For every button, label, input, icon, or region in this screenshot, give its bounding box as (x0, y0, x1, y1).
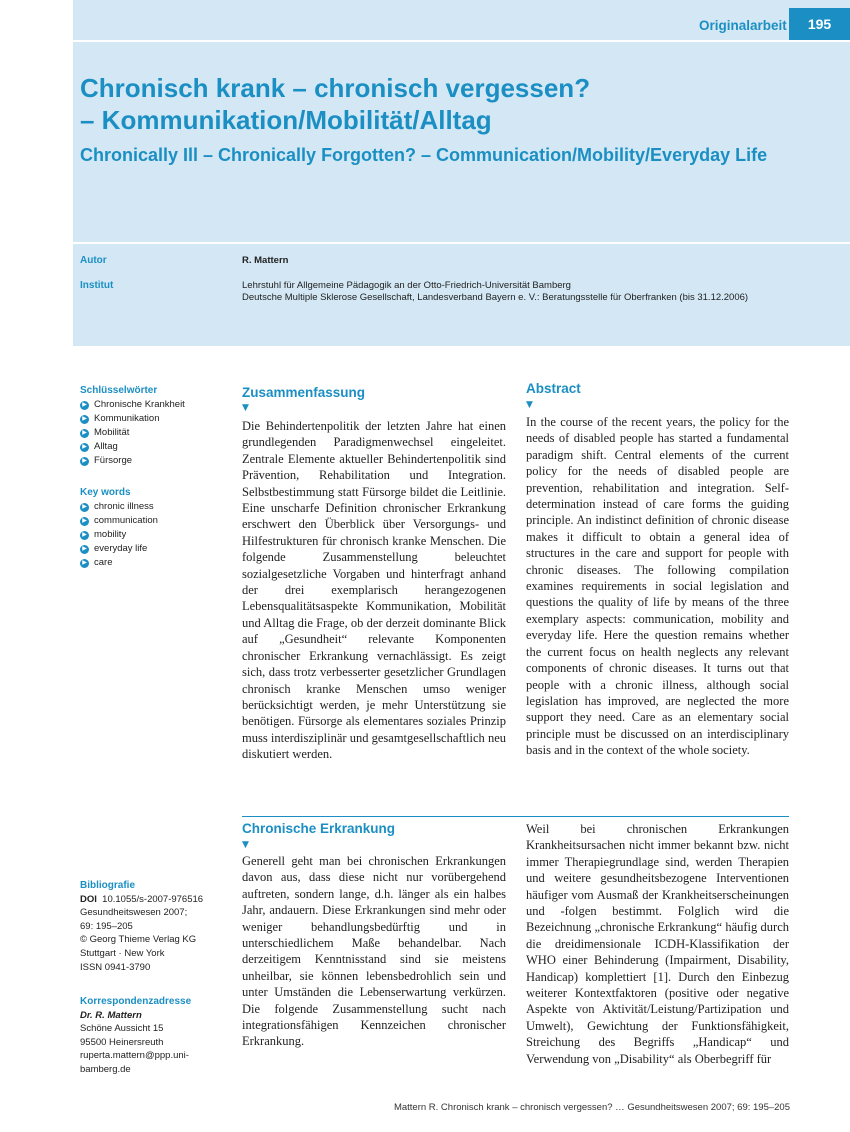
keyword-item: ▶ mobility (80, 528, 230, 542)
article-title-english: Chronically Ill – Chronically Forgotten? – Communication/Mobility/Everyday Life (80, 145, 768, 165)
journal-line: Gesundheitswesen 2007; (80, 907, 188, 919)
institute-line: Lehrstuhl für Allgemeine Pädagogik an der Otto-Friedrich-Universität Bamberg (242, 280, 571, 291)
keywords-heading: Schlüsselwörter (80, 385, 158, 396)
pages-line: 69: 195–205 (80, 920, 133, 932)
keyword-item: ▶ care (80, 556, 230, 570)
keywords-en (80, 486, 230, 570)
bullet-icon: ▶ (80, 429, 89, 438)
article-title: Chronisch krank – chronisch vergessen? – Kommunikation/Mobilität/Alltag (80, 73, 591, 135)
bullet-icon: ▶ (80, 401, 89, 410)
place-line: Stuttgart · New York (80, 947, 165, 959)
triangle-down-icon: ▼ (242, 403, 249, 413)
correspondence-city: 95500 Heinersreuth (80, 1036, 164, 1048)
keyword-item: ▶ communication (80, 514, 230, 528)
bullet-icon: ▶ (80, 531, 89, 540)
header-divider (73, 40, 850, 42)
section-text-right: Weil bei chronischen Erkrankungen Krankheitsursachen nicht immer bekannt bzw. nicht immer Therapiegrundlage sind, werden Therapien und weitere gesundheitsbezogene Interventionen häufiger vom Ausmaß der Krankheitserscheinungen und -folgen bestimmt. Folglich wird die Bezeichnung „chronische Erkrankung“ häufig durch die dreidimensionale ICDH-Klassifikation der WHO einer Behinderung (Impairment, Disability, Handicap) komplettiert [1]. Durch den Einbezug weiterer Kontextfaktoren (positive oder negative Aspekte von Aktivität/Leistung/Partizipation und Umwelt), Gewichtung der Funktionsfähigkeit, Streichung des Begriffs „Handicap“ und Verwendung von „Disability“ als Oberbegriff für (526, 822, 789, 1066)
section-label: Originalarbeit (699, 18, 787, 33)
page-footer: Mattern R. Chronisch krank – chronisch vergessen? … Gesundheitswesen 2007; 69: 195–205 (393, 1102, 790, 1113)
bullet-icon: ▶ (80, 443, 89, 452)
keyword-item: ▶ Chronische Krankheit (80, 398, 230, 412)
section-divider (242, 816, 789, 817)
keyword-item: ▶ everyday life (80, 542, 230, 556)
abstract-heading: Abstract (526, 381, 581, 396)
bullet-icon: ▶ (80, 457, 89, 466)
keywords-de (80, 384, 230, 468)
bullet-icon: ▶ (80, 503, 89, 512)
abstract-text: In the course of the recent years, the policy for the needs of disabled people has started a fundamental paradigm shift. Central elements of the current policy for the needs of disabled people are prevention, rehabilitation and integration. Self-determination instead of care forms the guiding principle. An indistinct definition of chronic disease makes it difficult to obtain a general idea of structures in the care and support for people with chronic diseases. The following compilation examines requirements in social legislation and questions the quality of life by means of the three exemplary aspects: communication, mobility and everyday life. Here the question remains whether the current focus on health neglects any relevant components of chronic diseases. It turns out that people with a chronic illness, although social legislation has improved, are neglected the more support they need. Care as an elementary social principle must be discussed on an interdisciplinary basis and in the context of the whole society. (526, 415, 789, 758)
author-label: Autor (80, 255, 107, 266)
triangle-down-icon: ▼ (526, 400, 533, 410)
institute-line: Deutsche Multiple Sklerose Gesellschaft, Landesverband Bayern e. V.: Beratungsstelle für Oberfranken (bis 31.12.2006) (242, 292, 749, 303)
doi-line: DOI 10.1055/s-2007-976516 (80, 893, 204, 905)
correspondence (80, 995, 230, 1077)
correspondence-email[interactable]: ruperta.mattern@ppp.uni- (80, 1050, 189, 1062)
header-divider (73, 242, 850, 244)
section-text-left: Generell geht man bei chronischen Erkrankungen davon aus, dass diese nicht nur vorübergehend auftreten, sondern lange, d.h. länger als ein halbes Jahr, andauern. Diese Erkrankungen sind mehr oder weniger behandlungsbedürftig und in unterschiedlichem Maße behandelbar. Nach derzeitigem Kenntnisstand sind sie meistens unheilbar, sie können lebensbedrohlich sein und unter Umständen die Lebenserwartung verkürzen. Die folgende Zusammenstellung sucht nach integrationsfähigen Kennzeichen chronischer Erkrankung. (242, 854, 506, 1049)
correspondence-name: Dr. R. Mattern (80, 1009, 142, 1021)
keywords-heading: Key words (80, 487, 131, 498)
keyword-item: ▶ chronic illness (80, 500, 230, 514)
keyword-item: ▶ Alltag (80, 440, 230, 454)
bibliography-heading: Bibliografie (80, 880, 136, 891)
institute-label: Institut (80, 280, 114, 291)
keyword-item: ▶ Fürsorge (80, 454, 230, 468)
zusammenfassung-heading: Zusammenfassung (242, 385, 366, 400)
issn-line: ISSN 0941-3790 (80, 961, 151, 973)
zusammenfassung-text: Die Behindertenpolitik der letzten Jahre hat einen grundlegenden Paradigmenwechsel eingeleitet. Zentrale Elemente aktueller Behindertenpolitik sind Prävention, Rehabilitation und Integration. Selbstbestimmung statt Fürsorge bildet die Leitlinie. Eine unscharfe Definition chronischer Erkrankung erschwert den Überblick über Versorgungs- und Hilfestrukturen für chronisch kranke Menschen. Die folgende Zusammenstellung beleuchtet sozialgesetzliche Vorgaben und hinterfragt anhand der drei exemplarisch herangezogenen Lebensqualitätsaspekte Kommunikation, Mobilität und Alltag die Frage, ob der derzeit dominante Blick auf „Gesundheit“ relevante Komponenten chronischer Erkrankung vernachlässigt. Es zeigt sich, dass trotz verbesserter gesetzlicher Grundlagen chronisch kranke Menschen umso weniger berücksichtigt werden, je mehr Unterstützung sie benötigen. Fürsorge als elementares soziales Prinzip muss interdisziplinär und gesamtgesellschaftlich neu diskutiert werden. (242, 419, 506, 762)
triangle-down-icon: ▼ (242, 840, 249, 850)
page-number: 195 (789, 8, 850, 40)
bullet-icon: ▶ (80, 517, 89, 526)
section-heading: Chronische Erkrankung (242, 821, 396, 836)
keyword-item: ▶ Mobilität (80, 426, 230, 440)
bullet-icon: ▶ (80, 559, 89, 568)
correspondence-street: Schöne Aussicht 15 (80, 1023, 164, 1035)
publisher-line: © Georg Thieme Verlag KG (80, 934, 197, 946)
bullet-icon: ▶ (80, 415, 89, 424)
keyword-item: ▶ Kommunikation (80, 412, 230, 426)
bullet-icon: ▶ (80, 545, 89, 554)
author-name: R. Mattern (242, 255, 289, 266)
correspondence-email[interactable]: bamberg.de (80, 1063, 131, 1075)
correspondence-heading: Korrespondenzadresse (80, 996, 192, 1007)
bibliography (80, 879, 230, 974)
doi-link[interactable]: 10.1055/s-2007-976516 (102, 893, 204, 905)
